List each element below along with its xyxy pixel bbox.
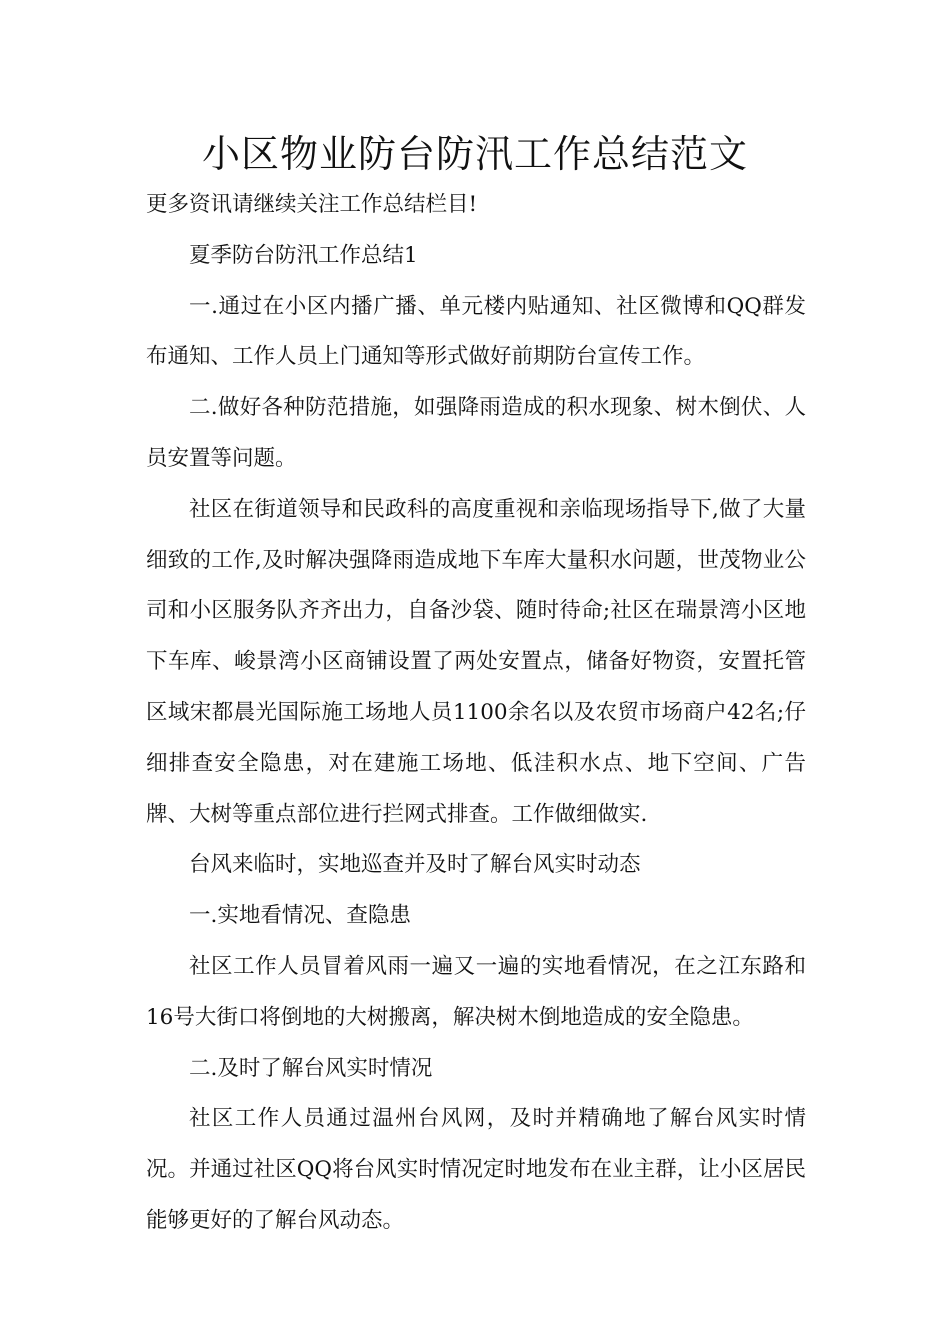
section-heading: 一.实地看情况、查隐患 (189, 903, 411, 929)
paragraph: 社区工作人员冒着风雨一遍又一遍的实地看情况，在之江东路和16号大街口将倒地的大树搬离，解决树木倒地造成的安全隐患。 (146, 953, 806, 1030)
section-heading: 夏季防台防汛工作总结1 (189, 242, 418, 268)
paragraph: 二.做好各种防范措施，如强降雨造成的积水现象、树木倒伏、人员安置等问题。 (146, 395, 806, 471)
document-body (146, 180, 806, 1247)
section-heading: 台风来临时，实地巡查并及时了解台风实时动态 (189, 852, 641, 878)
intro-line: 更多资讯请继续关注工作总结栏目! (146, 192, 478, 217)
paragraph: 一.通过在小区内播广播、单元楼内贴通知、社区微博和QQ群发布通知、工作人员上门通知等形式做好前期防台宣传工作。 (146, 293, 806, 370)
document-title: 小区物业防台防汛工作总结范文 (201, 132, 748, 176)
section-heading: 二.及时了解台风实时情况 (189, 1055, 433, 1081)
paragraph: 社区在街道领导和民政科的高度重视和亲临现场指导下,做了大量细致的工作,及时解决强降雨造成地下车库大量积水问题，世茂物业公司和小区服务队齐齐出力，自备沙袋、随时待命;社区在瑞景湾小区地下车库、峻景湾小区商铺设置了两处安置点，储备好物资，安置托管区域宋都晨光国际施工场地人员1100余名以及农贸市场商户42名;仔细排查安全隐患，对在建施工场地、低洼积水点、地下空间、广告牌、大树等重点部位进行拦网式排查。工作做细做实. (146, 496, 806, 827)
paragraph: 社区工作人员通过温州台风网，及时并精确地了解台风实时情况。并通过社区QQ将台风实时情况定时地发布在业主群，让小区居民能够更好的了解台风动态。 (146, 1106, 806, 1233)
